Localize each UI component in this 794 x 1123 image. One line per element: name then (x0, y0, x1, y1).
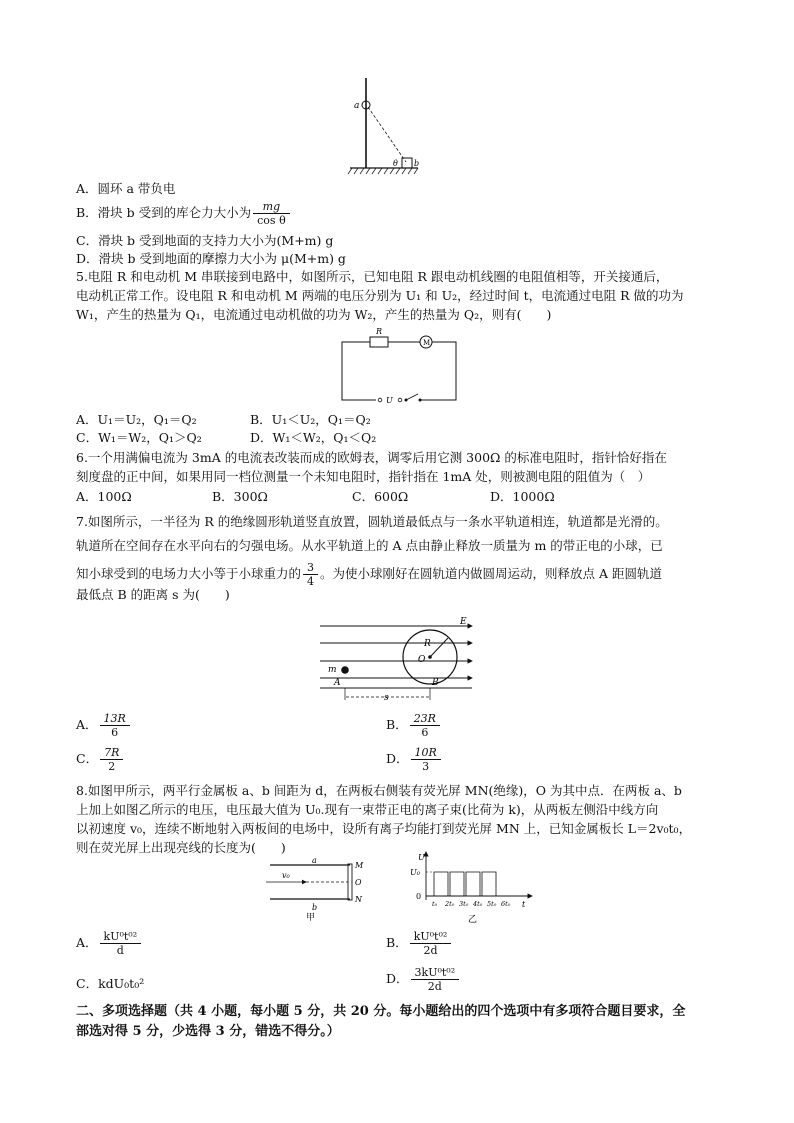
q8-figure-yi (404, 850, 536, 940)
q6-option-c: C．600Ω (352, 489, 409, 504)
q7-option-b-den: 6 (421, 726, 429, 739)
q7-option-c-den: 2 (108, 760, 116, 773)
q7-label-B: B (432, 678, 439, 688)
q8-jia-label-v0: v₀ (282, 871, 290, 880)
q6-option-a: A．100Ω (76, 489, 132, 504)
q4-option-b-num: mg (253, 200, 290, 214)
q7-option-a-frac (100, 712, 130, 739)
q7-option-b (386, 712, 442, 739)
q8-yi-tick-6: 6t₀ (501, 900, 511, 908)
q6-option-b: B．300Ω (212, 489, 268, 504)
q5-option-c: C．W₁＝W₂，Q₁＞Q₂ (76, 430, 202, 445)
q6-line-1: 6.一个用满偏电流为 3mA 的电流表改装而成的欧姆表，调零后用它测 300Ω 的标准电阻时，指针恰好指在 (76, 450, 667, 465)
q7-option-b-label: B． (386, 717, 408, 732)
q7-label-O: O (418, 655, 426, 665)
q8-line-3: 以初速度 v₀，连续不断地射入两板间的电场中，设所有离子均能打到荧光屏 MN 上，已知金属板长 L＝2v₀t₀， (76, 821, 692, 836)
q8-option-d-den: 2d (427, 980, 442, 993)
q8-line-1: 8.如图甲所示，两平行金属板 a、b 间距为 d，在两板右侧装有荧光屏 MN(绝缘)，O 为其中点．在两板 a、b (76, 783, 682, 798)
q8-option-d-label: D． (386, 971, 409, 986)
q7-fraction-den: 4 (307, 575, 315, 588)
q8-option-a-frac (100, 930, 142, 957)
q7-option-d-frac (411, 746, 441, 773)
q5-label-M: M (423, 339, 431, 347)
q8-yi-caption: 乙 (468, 915, 478, 925)
q8-line-2: 上加上如图乙所示的电压，电压最大值为 U₀.现有一束带正电的离子束(比荷为 k)，从两板左侧沿中线方向 (76, 802, 659, 817)
q8-figure-jia (262, 856, 372, 936)
q5-option-b: B．U₁＜U₂，Q₁＝Q₂ (250, 412, 371, 427)
q7-option-d-num: 10R (411, 746, 441, 760)
q7-option-b-num: 23R (410, 712, 440, 726)
q7-label-R: R (424, 639, 431, 649)
q5-line-3: W₁，产生的热量为 Q₁，电流通过电动机做的功为 W₂，产生的热量为 Q₂，则有( ) (76, 307, 552, 322)
q8-option-d-num: 3kU⁰t⁰² (411, 966, 460, 980)
q7-option-d-label: D． (386, 751, 409, 766)
q4-option-b (76, 200, 292, 227)
q8-option-b-label: B． (386, 935, 408, 950)
q5-option-d: D．W₁＜W₂，Q₁＜Q₂ (250, 430, 377, 445)
q4-option-a: A．圆环 a 带负电 (76, 181, 176, 196)
q5-line-1: 5.电阻 R 和电动机 M 串联接到电路中，如图所示，已知电阻 R 跟电动机线圈的电阻值相等，开关接通后， (76, 269, 669, 284)
q7-option-a-label: A． (76, 717, 98, 732)
q8-yi-tick-4: 4t₀ (473, 900, 483, 908)
q4-option-b-den: cos θ (257, 214, 286, 227)
q8-jia-caption: 甲 (306, 913, 316, 923)
q8-yi-label-t: t (522, 900, 526, 909)
q8-option-d (386, 966, 461, 993)
q8-line-4: 则在荧光屏上出现亮线的长度为( ) (76, 840, 286, 855)
q4-label-a: a (354, 101, 360, 111)
q7-option-d-den: 3 (422, 760, 430, 773)
q8-option-a-num: kU⁰t⁰² (100, 930, 142, 944)
q7-line-1: 7.如图所示，一半径为 R 的绝缘圆形轨道竖直放置，圆轨道最低点与一条水平轨道相连，轨道都是光滑的。 (76, 514, 668, 529)
q7-figure (318, 610, 478, 712)
q7-line-3-post: 。为使小球刚好在圆轨道内做圆周运动，则释放点 A 距圆轨道 (320, 566, 662, 581)
q8-option-b (386, 930, 453, 957)
q5-circuit-figure (340, 328, 460, 406)
q7-fraction (303, 561, 318, 588)
q8-yi-tick-1: t₀ (432, 900, 438, 908)
q8-yi-tick-3: 3t₀ (459, 900, 469, 908)
q8-jia-label-b: b (312, 903, 318, 912)
q8-jia-label-N: N (355, 895, 362, 904)
q7-option-c-num: 7R (100, 746, 123, 760)
q8-yi-label-U0: U₀ (410, 868, 420, 877)
q7-line-3 (76, 561, 662, 588)
q8-option-b-num: kU⁰t⁰² (410, 930, 452, 944)
q7-label-A: A (334, 678, 341, 688)
q4-label-b: b (414, 159, 420, 168)
q8-option-a-den: d (116, 944, 124, 957)
q7-line-2: 轨道所在空间存在水平向右的匀强电场。从水平轨道上的 A 点由静止释放一质量为 m 的带正电的小球，已 (76, 538, 663, 553)
q8-yi-tick-2: 2t₀ (445, 900, 455, 908)
q7-option-b-frac (410, 712, 440, 739)
q8-option-c: C．kdU₀t₀² (76, 976, 145, 991)
q6-option-d: D．1000Ω (490, 489, 555, 504)
q4-option-b-text: B．滑块 b 受到的库仑力大小为 (76, 205, 252, 220)
q8-option-a (76, 930, 143, 957)
q7-fraction-num: 3 (303, 561, 318, 575)
q7-option-c-frac (100, 746, 123, 773)
q4-option-c: C．滑块 b 受到地面的支持力大小为(M+m) g (76, 233, 334, 248)
section2-heading-line-2: 部选对得 5 分，少选得 3 分，错选不得分。） (76, 1024, 340, 1039)
q8-option-d-frac (411, 966, 460, 993)
q7-label-E: E (460, 617, 467, 627)
q5-label-R: R (376, 327, 383, 336)
q8-jia-label-M: M (355, 861, 364, 870)
q6-line-2: 刻度盘的正中间，如果用同一档位测量一个未知电阻时，指针指在 1mA 处，则被测电阻的阻值为（ ） (76, 469, 651, 484)
q4-figure (346, 78, 446, 178)
q8-option-b-den: 2d (423, 944, 438, 957)
q5-option-a: A．U₁＝U₂，Q₁＝Q₂ (76, 412, 197, 427)
q7-option-d (386, 746, 443, 773)
q5-label-U: U (386, 396, 393, 405)
q8-yi-label-U: U (418, 853, 425, 862)
q8-option-b-frac (410, 930, 452, 957)
q8-yi-tick-5: 5t₀ (487, 900, 497, 908)
q7-option-a-den: 6 (111, 726, 119, 739)
q8-yi-label-zero: 0 (416, 892, 422, 901)
q7-option-c-label: C． (76, 751, 99, 766)
q7-option-c (76, 746, 125, 773)
q7-line-4: 最低点 B 的距离 s 为( ) (76, 587, 230, 602)
section2-heading-line-1: 二、多项选择题（共 4 小题，每小题 5 分，共 20 分。每小题给出的四个选项中有多项符合题目要求，全 (76, 1004, 686, 1019)
q7-option-a (76, 712, 132, 739)
q7-option-a-num: 13R (100, 712, 130, 726)
q7-line-3-pre: 知小球受到的电场力大小等于小球重力的 (76, 566, 302, 581)
q8-option-a-label: A． (76, 935, 98, 950)
q8-jia-label-O: O (355, 878, 362, 887)
q4-option-d: D．滑块 b 受到地面的摩擦力大小为 μ(M+m) g (76, 251, 346, 266)
q8-jia-label-a: a (312, 856, 317, 865)
q7-label-m: m (328, 665, 337, 675)
q7-label-s: s (384, 693, 389, 703)
q5-line-2: 电动机正常工作。设电阻 R 和电动机 M 两端的电压分别为 U₁ 和 U₂，经过时间 t，电流通过电阻 R 做的功为 (76, 288, 684, 303)
q4-label-theta: θ (393, 159, 398, 168)
q4-option-b-fraction (253, 200, 290, 227)
